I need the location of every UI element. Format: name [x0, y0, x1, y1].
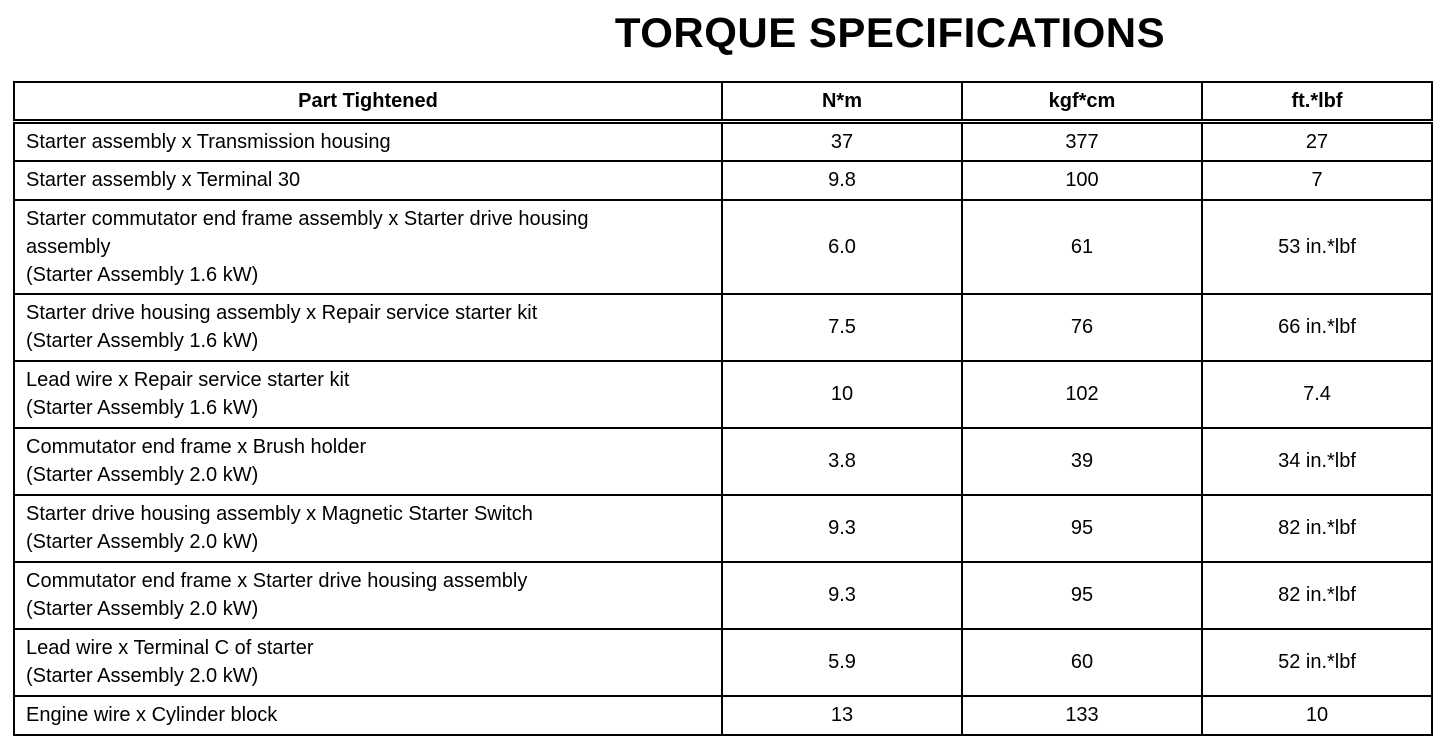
column-header-ftlbf: ft.*lbf — [1202, 82, 1432, 122]
table-row — [14, 562, 1432, 629]
nm-value-cell: 3.8 — [722, 428, 962, 495]
torque-spec-table — [13, 81, 1433, 736]
ftlbf-value-cell: 7 — [1202, 161, 1432, 200]
kgfcm-value-cell: 60 — [962, 629, 1202, 696]
column-header-part: Part Tightened — [14, 82, 722, 122]
kgfcm-value-cell: 377 — [962, 122, 1202, 161]
table-row — [14, 428, 1432, 495]
part-cell: Lead wire x Repair service starter kit (Starter Assembly 1.6 kW) — [14, 361, 722, 428]
column-header-kgfcm: kgf*cm — [962, 82, 1202, 122]
nm-value-cell: 5.9 — [722, 629, 962, 696]
table-row — [14, 161, 1432, 200]
ftlbf-value-cell: 52 in.*lbf — [1202, 629, 1432, 696]
kgfcm-value-cell: 95 — [962, 562, 1202, 629]
nm-value-cell: 9.8 — [722, 161, 962, 200]
ftlbf-value-cell: 10 — [1202, 696, 1432, 735]
part-cell: Starter drive housing assembly x Repair service starter kit (Starter Assembly 1.6 kW) — [14, 294, 722, 361]
ftlbf-value-cell: 34 in.*lbf — [1202, 428, 1432, 495]
nm-value-cell: 6.0 — [722, 200, 962, 294]
page-title: TORQUE SPECIFICATIONS — [614, 9, 1166, 56]
table-row — [14, 294, 1432, 361]
table-row — [14, 200, 1432, 294]
nm-value-cell: 37 — [722, 122, 962, 161]
nm-value-cell: 9.3 — [722, 562, 962, 629]
part-cell: Starter drive housing assembly x Magnetic Starter Switch (Starter Assembly 2.0 kW) — [14, 495, 722, 562]
part-cell: Lead wire x Terminal C of starter (Starter Assembly 2.0 kW) — [14, 629, 722, 696]
nm-value-cell: 10 — [722, 361, 962, 428]
kgfcm-value-cell: 76 — [962, 294, 1202, 361]
part-cell: Starter assembly x Terminal 30 — [14, 161, 722, 200]
kgfcm-value-cell: 102 — [962, 361, 1202, 428]
part-cell: Starter assembly x Transmission housing — [14, 122, 722, 161]
ftlbf-value-cell: 7.4 — [1202, 361, 1432, 428]
kgfcm-value-cell: 95 — [962, 495, 1202, 562]
ftlbf-value-cell: 82 in.*lbf — [1202, 495, 1432, 562]
kgfcm-value-cell: 39 — [962, 428, 1202, 495]
kgfcm-value-cell: 100 — [962, 161, 1202, 200]
part-cell: Commutator end frame x Starter drive housing assembly (Starter Assembly 2.0 kW) — [14, 562, 722, 629]
table-row — [14, 696, 1432, 735]
kgfcm-value-cell: 133 — [962, 696, 1202, 735]
nm-value-cell: 13 — [722, 696, 962, 735]
column-header-nm: N*m — [722, 82, 962, 122]
nm-value-cell: 9.3 — [722, 495, 962, 562]
part-cell: Engine wire x Cylinder block — [14, 696, 722, 735]
table-row — [14, 629, 1432, 696]
kgfcm-value-cell: 61 — [962, 200, 1202, 294]
ftlbf-value-cell: 66 in.*lbf — [1202, 294, 1432, 361]
table-row — [14, 495, 1432, 562]
table-row — [14, 122, 1432, 161]
ftlbf-value-cell: 27 — [1202, 122, 1432, 161]
table-row — [14, 361, 1432, 428]
ftlbf-value-cell: 53 in.*lbf — [1202, 200, 1432, 294]
part-cell: Starter commutator end frame assembly x Starter drive housing assembly (Starter Assembly 1.6 kW) — [14, 200, 722, 294]
part-cell: Commutator end frame x Brush holder (Starter Assembly 2.0 kW) — [14, 428, 722, 495]
ftlbf-value-cell: 82 in.*lbf — [1202, 562, 1432, 629]
nm-value-cell: 7.5 — [722, 294, 962, 361]
header-row — [14, 82, 1432, 122]
